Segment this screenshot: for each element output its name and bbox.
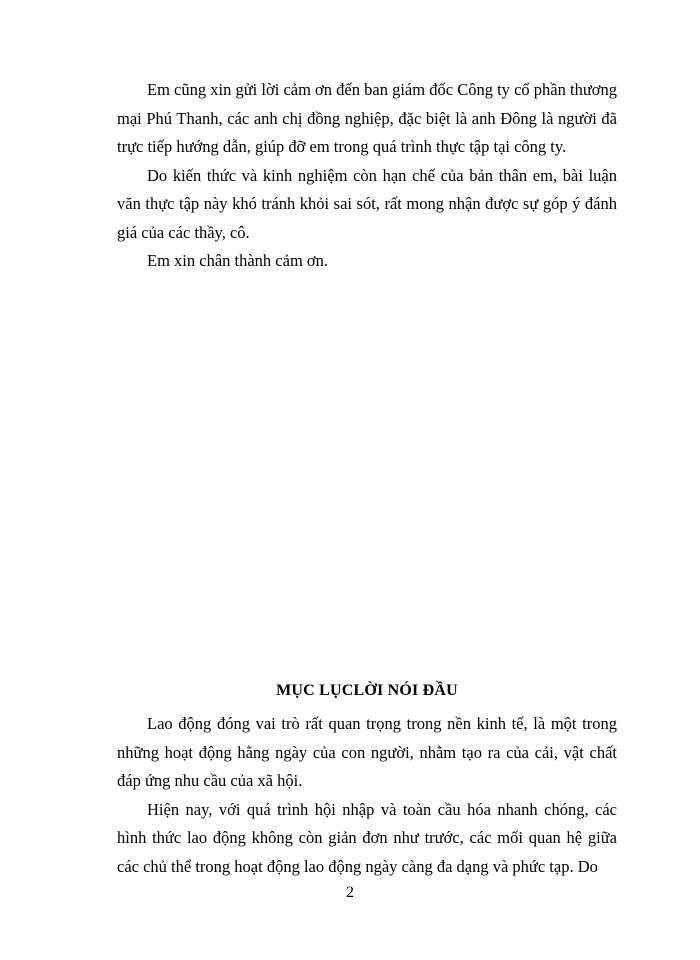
acknowledgement-section: [117, 76, 617, 276]
section-heading: MỤC LỤCLỜI NÓI ĐẦU: [276, 682, 458, 699]
paragraph: Do kiến thức và kinh nghiệm còn hạn chế của bản thân em, bài luận văn thực tập này khó tránh khỏi sai sót, rất mong nhận được sự góp ý đánh giá của các thầy, cô.: [117, 165, 617, 242]
introduction-section: [117, 710, 617, 881]
paragraph: Lao động đóng vai trò rất quan trọng trong nền kinh tế, là một trong những hoạt động hằng ngày của con người, nhằm tạo ra của cải, vật chất đáp ứng nhu cầu của xã hội.: [117, 714, 617, 790]
page-number: 2: [346, 884, 354, 901]
paragraph: Em cũng xin gửi lời cảm ơn đến ban giám đốc Công ty cổ phần thương mại Phú Thanh, các anh chị đồng nghiệp, đặc biệt là anh Đông là người đã trực tiếp hướng dẫn, giúp đỡ em trong quá trình thực tập tại công ty.: [117, 80, 617, 156]
paragraph: Em xin chân thành cảm ơn.: [147, 251, 329, 270]
paragraph: Hiện nay, với quá trình hội nhập và toàn cầu hóa nhanh chóng, các hình thức lao động không còn giản đơn như trước, các mối quan hệ giữa các chủ thể trong hoạt động lao động ngày càng đa dạng và phức tạp. Do: [117, 799, 617, 876]
